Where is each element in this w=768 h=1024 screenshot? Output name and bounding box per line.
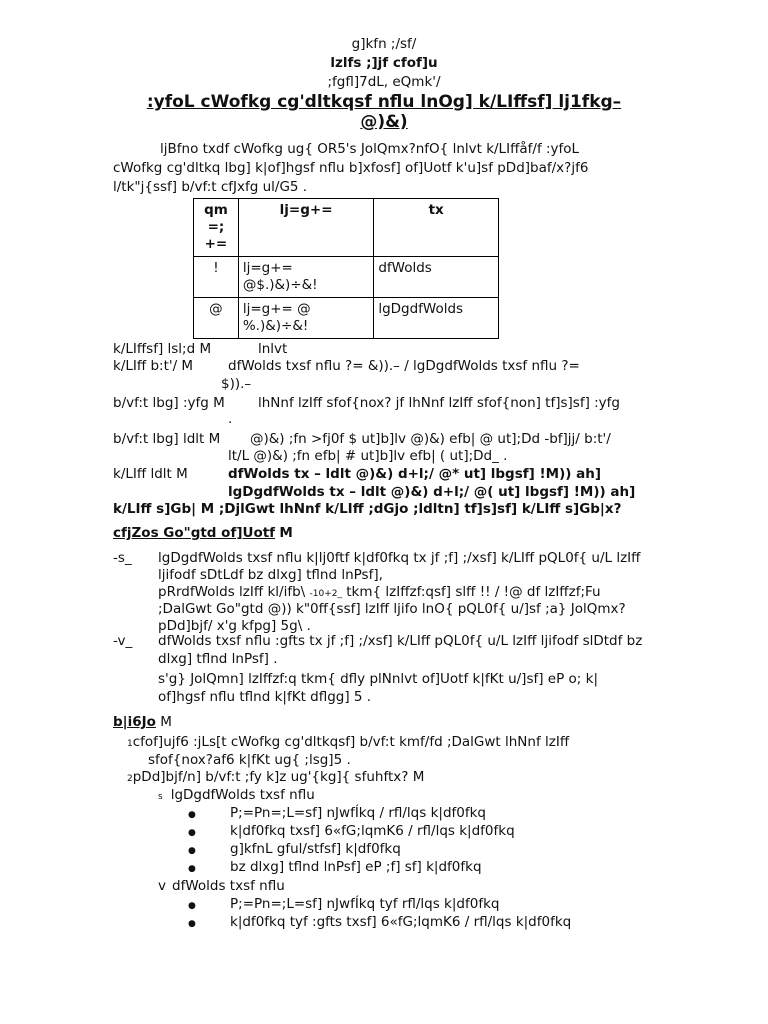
qual-c-line-1: s'g} JolQmn] lzIffzf:q tkm{ dfly plNnlvt of]Uotf k|fKt u/]sf] eP o; k| (158, 671, 598, 687)
list-item: ● k|df0fkq tyf :gfts txsf] 6«fG;lqmK6 / rfl/lqs k|df0fkq (188, 913, 571, 933)
level-table (193, 198, 499, 339)
bullet-icon: ● (188, 846, 196, 856)
exam-fee-label: k/LIff b:t'/ M (113, 358, 194, 374)
list-item: ● g]kfnL gful/stfsf] k|df0fkq (188, 840, 401, 860)
intro-line-1: ljBfno txdf cWofkg ug{ OR5's JolQmx?nfO{ lnlvt k/LIffåf/f :yfoL (160, 141, 580, 157)
qual-a-line-4: ;DalGwt Go"gtd @)) k"0ff{ssf] lzIff ljifo lnO{ pQL0f{ u/]sf ;a} JolQmx? (158, 601, 626, 617)
office-address: ;fgfl]7dL, eQmk'/ (327, 74, 441, 90)
sub-a-heading: s lgDgdfWolds txsf nflu (158, 787, 315, 803)
bullet-icon: ● (188, 901, 196, 911)
exam-fee-value: dfWolds txsf nflu ?= &)).– / lgDgdfWolds txsf nflu ?= (228, 358, 580, 374)
table-header: qm =; += (194, 199, 239, 257)
qual-b-marker: -v_ (113, 633, 133, 649)
qualification-heading: cfjZos Go"gtd of]Uotf (113, 525, 276, 541)
note-1: 1cfof]ujf6 :jLs[t cWofkg cg'dltkqsf] b/vf:t kmf/fd ;DalGwt lhNnf lzIff (127, 734, 570, 750)
qual-a-line-1: lgDgdfWolds txsf nflu k|lj0ftf k|df0fkq tx jf ;f] ;/xsf] k/LIff pQL0f{ u/L lzIff (158, 550, 641, 566)
application-date-value: @)&) ;fn >fj0f $ ut]b]lv @)&) efb| @ ut];Dd -bf]jj/ b:t'/ (250, 431, 611, 447)
qual-b-line-1: dfWolds txsf nflu :gfts tx jf ;f] ;/xsf] k/LIff pQL0f{ u/L lzIff ljifodf slDtdf bz (158, 633, 643, 649)
table-cell: @ (194, 298, 239, 339)
bullet-icon: ● (188, 828, 196, 838)
table-cell: dfWolds (374, 257, 499, 298)
notice-year: @)&) (360, 112, 408, 132)
table-cell: ! (194, 257, 239, 298)
table-cell: lj=g+= @ %.)&)÷&! (238, 298, 373, 339)
commission-name: lzlfs ;]jf cfof]u (330, 55, 438, 71)
qual-a-line-2: ljifodf sDtLdf bz dlxg] tflnd lnPsf], (158, 567, 383, 583)
exam-type-label: k/LIffsf] lsl;d M (113, 341, 212, 357)
table-row (194, 257, 499, 298)
list-item: ● k|df0fkq txsf] 6«fG;lqmK6 / rfl/lqs k|df0fkq (188, 822, 515, 842)
bullet-icon: ● (188, 864, 196, 874)
list-item: ● P;=Pn=;L=sf] nJwfÍkq / rfl/lqs k|df0fkq (188, 804, 486, 824)
application-place-value: lhNnf lzIff sfof{nox? jf lhNnf lzIff sfof{non] tf]s]sf] :yfg (258, 395, 620, 411)
note-2: 2pDd]bjf/n] b/vf:t ;fy k]z ug'{kg]{ sfuhftx? M (127, 769, 425, 785)
qual-a-line-5: pDd]bjf/ x'g kfpg] 5g\ . (158, 618, 311, 634)
notice-title: :yfoL cWofkg cg'dltkqsf nflu lnOg] k/LIffsf] lj1fkg– (146, 92, 622, 112)
qual-c-line-2: of]hgsf nflu tflnd k|fKt dflgg] 5 . (158, 689, 372, 705)
exam-type-value: lnlvt (258, 341, 288, 357)
exam-date-secondary: dfWolds tx – ldlt @)&) d+l;/ @* ut] lbgsf] !M)) ah] (228, 466, 602, 482)
sub-b-heading: v dfWolds txsf nflu (158, 878, 285, 894)
bullet-icon: ● (188, 810, 196, 820)
notes-heading-row: b|i6Jo M (113, 714, 172, 730)
application-date-cont: lt/L @)&) ;fn efb| # ut]b]lv efb| ( ut];Dd_ . (228, 448, 508, 464)
qual-a-line-3: pRrdfWolds lzIff kl/ifb\ -10+2_ tkm{ lzIffzf:qsf] slff !! / !@ df lzIffzf;Fu (158, 584, 601, 600)
list-item: ● P;=Pn=;L=sf] nJwfÍkq tyf rfl/lqs k|df0fkq (188, 895, 499, 915)
qualification-heading-row: cfjZos Go"gtd of]Uotf M (113, 525, 293, 541)
bullet-icon: ● (188, 919, 196, 929)
qual-b-line-2: dlxg] tflnd lnPsf] . (158, 651, 278, 667)
table-header: tx (374, 199, 499, 257)
application-date-label: b/vf:t lbg] ldlt M (113, 431, 221, 447)
intro-line-3: l/tk"j{ssf] b/vf:t cfJxfg ul/G5 . (113, 179, 308, 195)
exam-date-label: k/LIff ldlt M (113, 466, 188, 482)
exam-date-lower-secondary: lgDgdfWolds tx – ldlt @)&) d+l;/ @( ut] lbgsf] !M)) ah] (228, 484, 636, 500)
qual-a-marker: -s_ (113, 550, 132, 566)
application-place-label: b/vf:t lbg] :yfg M (113, 395, 225, 411)
list-item: ● bz dlxg] tflnd lnPsf] eP ;f] sf] k|df0fkq (188, 858, 482, 878)
table-cell: lgDgdfWolds (374, 298, 499, 339)
note-1-cont: sfof{nox?af6 k|fKt ug{ ;lsg]5 . (148, 752, 351, 768)
intro-line-2: cWofkg cg'dltkq lbg] k|of]hgsf nflu b]xfosf] of]Uotf k'u]sf pDd]baf/x?jf6 (113, 160, 589, 176)
table-row (194, 298, 499, 339)
table-header-row (194, 199, 499, 257)
exam-fee-value-cont: $)).– (221, 376, 252, 392)
table-cell: lj=g+= @$.)&)÷&! (238, 257, 373, 298)
table-header: lj=g+= (238, 199, 373, 257)
application-place-cont: . (228, 411, 233, 427)
office-name: g]kfn ;/sf/ (351, 36, 417, 52)
notes-heading: b|i6Jo (113, 714, 156, 730)
exam-center: k/LIff s]Gb| M ;DjlGwt lhNnf k/LIff ;dGjo ;ldltn] tf]s]sf] k/LIff s]Gb|x? (113, 501, 622, 517)
